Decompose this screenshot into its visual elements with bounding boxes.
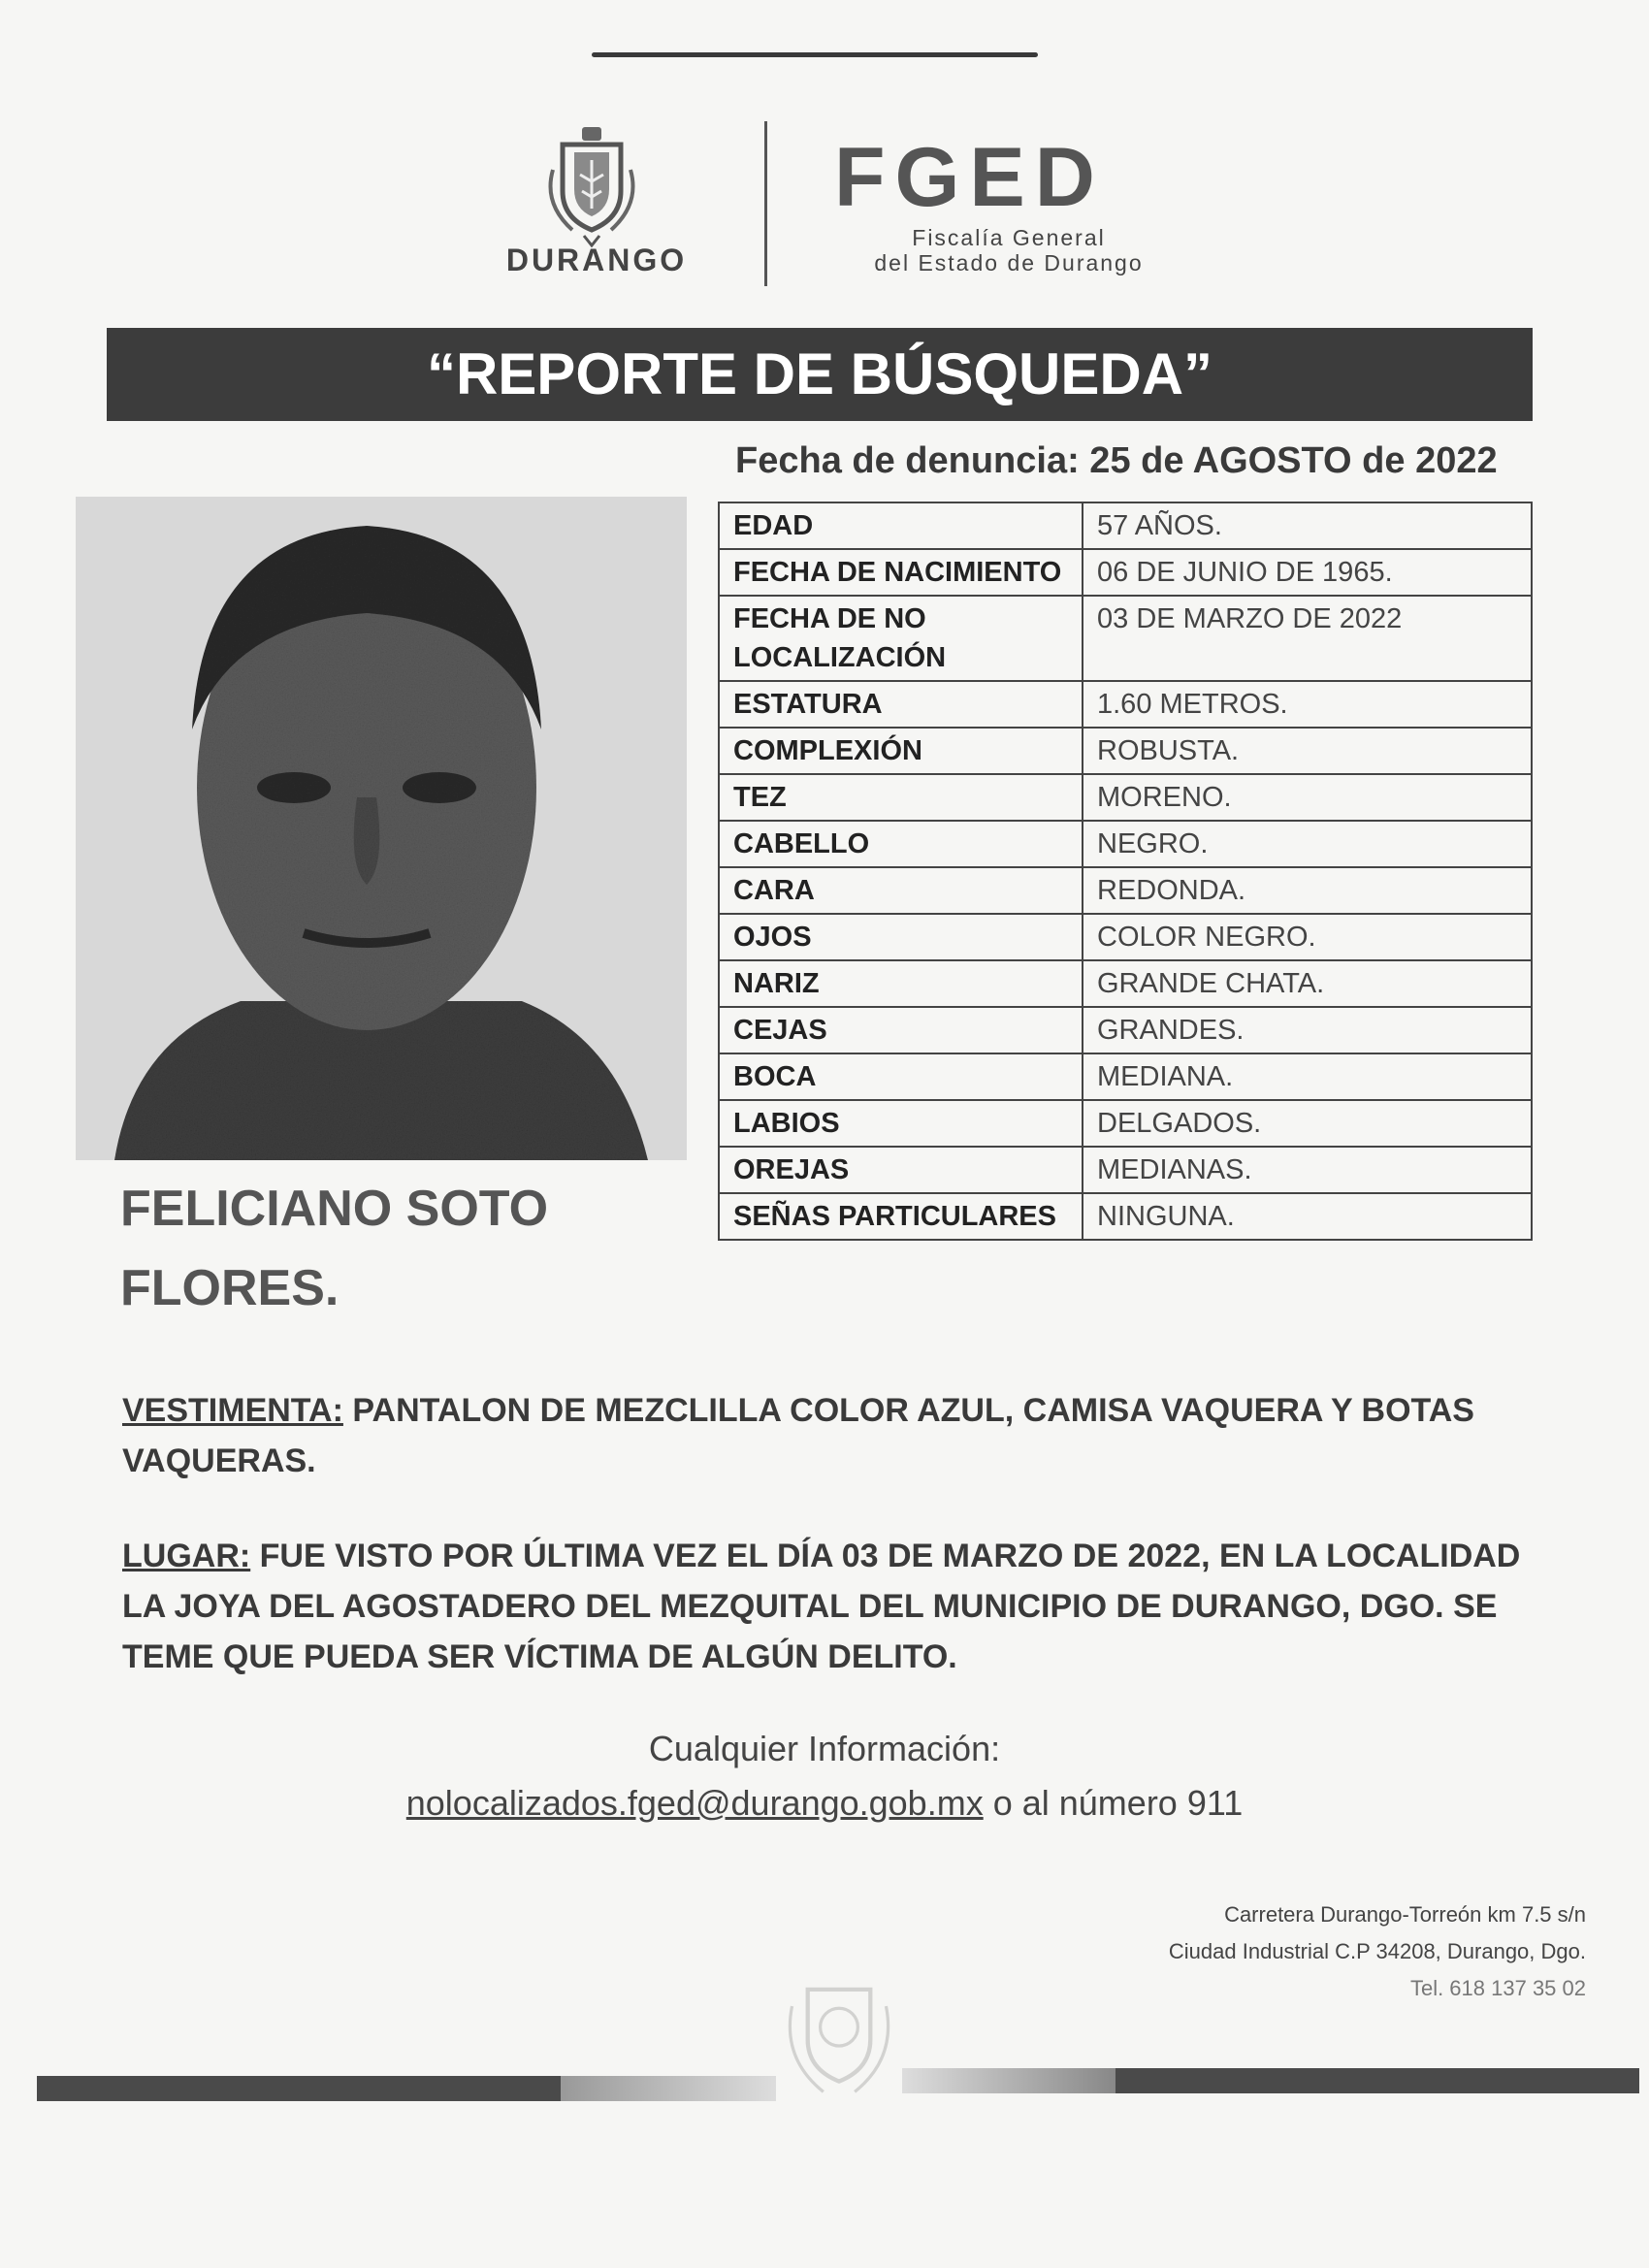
table-row: [719, 1100, 1532, 1147]
report-banner: “REPORTE DE BÚSQUEDA”: [107, 328, 1533, 421]
table-row: [719, 1147, 1532, 1193]
address-line1: Carretera Durango-Torreón km 7.5 s/n: [1224, 1902, 1586, 1927]
person-name-line2: FLORES.: [120, 1260, 340, 1316]
table-row: [719, 681, 1532, 728]
detail-value: REDONDA.: [1083, 867, 1532, 914]
table-row: [719, 502, 1532, 549]
detail-label: COMPLEXIÓN: [719, 728, 1083, 774]
footer-bar-right: [1116, 2068, 1639, 2093]
footer-bar-left-fade: [561, 2076, 776, 2101]
office-address: [1018, 1896, 1586, 2007]
table-row: [719, 1007, 1532, 1053]
detail-label: BOCA: [719, 1053, 1083, 1100]
watermark-crest-icon: [776, 1964, 902, 2100]
table-row: [719, 1053, 1532, 1100]
lugar-section: [122, 1531, 1548, 1682]
detail-value: ROBUSTA.: [1083, 728, 1532, 774]
lugar-text: FUE VISTO POR ÚLTIMA VEZ EL DÍA 03 DE MARZO DE 2022, EN LA LOCALIDAD LA JOYA DEL AGOSTADERO DEL MEZQUITAL DEL MUNICIPIO DE DURANGO, DGO. SE TEME QUE PUEDA SER VÍCTIMA DE ALGÚN DELITO.: [122, 1538, 1521, 1675]
detail-value: MEDIANA.: [1083, 1053, 1532, 1100]
address-phone: Tel. 618 137 35 02: [1409, 1976, 1586, 2000]
complaint-date: Fecha de denuncia: 25 de AGOSTO de 2022: [735, 440, 1498, 481]
detail-label: EDAD: [719, 502, 1083, 549]
detail-label: OREJAS: [719, 1147, 1083, 1193]
detail-label: CARA: [719, 867, 1083, 914]
detail-value: MEDIANAS.: [1083, 1147, 1532, 1193]
vestimenta-section: [122, 1385, 1548, 1486]
detail-value: 06 DE JUNIO DE 1965.: [1083, 549, 1532, 596]
table-row: [719, 774, 1532, 821]
person-name-line1: FELICIANO SOTO: [120, 1181, 549, 1237]
description-table: [718, 502, 1533, 1241]
contact-heading: Cualquier Información:: [648, 1729, 1001, 1768]
detail-value: DELGADOS.: [1083, 1100, 1532, 1147]
detail-value: MORENO.: [1083, 774, 1532, 821]
durango-crest-icon: [534, 121, 650, 247]
detail-label: FECHA DE NO LOCALIZACIÓN: [719, 596, 1083, 681]
fged-subtitle: [834, 225, 1183, 275]
footer-bar-left: [37, 2076, 561, 2101]
detail-value: NINGUNA.: [1083, 1193, 1532, 1240]
detail-label: LABIOS: [719, 1100, 1083, 1147]
table-row: [719, 728, 1532, 774]
detail-label: CABELLO: [719, 821, 1083, 867]
lugar-label: LUGAR:: [122, 1538, 251, 1574]
detail-value: 03 DE MARZO DE 2022: [1083, 596, 1532, 681]
contact-email-link[interactable]: nolocalizados.fged@durango.gob.mx: [405, 1783, 984, 1823]
detail-label: TEZ: [719, 774, 1083, 821]
table-row: [719, 596, 1532, 681]
address-line2: Ciudad Industrial C.P 34208, Durango, Dgo.: [1168, 1939, 1586, 1963]
detail-value: 57 AÑOS.: [1083, 502, 1532, 549]
fged-logo-title: FGED: [834, 131, 1105, 224]
contact-phone: o al número 911: [992, 1783, 1244, 1823]
header-divider: [764, 121, 767, 286]
table-row: [719, 1193, 1532, 1240]
vestimenta-text: PANTALON DE MEZCLILLA COLOR AZUL, CAMISA VAQUERA Y BOTAS VAQUERAS.: [122, 1392, 1474, 1479]
person-name: [120, 1169, 702, 1328]
table-row: [719, 549, 1532, 596]
table-row: [719, 914, 1532, 960]
table-row: [719, 821, 1532, 867]
table-row: [719, 960, 1532, 1007]
detail-value: GRANDE CHATA.: [1083, 960, 1532, 1007]
missing-person-photo: [76, 497, 687, 1160]
detail-label: FECHA DE NACIMIENTO: [719, 549, 1083, 596]
contact-info: [291, 1722, 1358, 1831]
detail-label: ESTATURA: [719, 681, 1083, 728]
detail-value: GRANDES.: [1083, 1007, 1532, 1053]
detail-value: 1.60 METROS.: [1083, 681, 1532, 728]
detail-label: SEÑAS PARTICULARES: [719, 1193, 1083, 1240]
table-row: [719, 867, 1532, 914]
detail-value: NEGRO.: [1083, 821, 1532, 867]
vestimenta-label: VESTIMENTA:: [122, 1392, 343, 1429]
durango-label: DURANGO: [505, 243, 688, 277]
fged-subtitle-line1: Fiscalía General: [912, 225, 1106, 250]
footer-bar-right-fade: [902, 2068, 1116, 2093]
fged-subtitle-line2: del Estado de Durango: [874, 250, 1144, 275]
detail-label: NARIZ: [719, 960, 1083, 1007]
detail-label: OJOS: [719, 914, 1083, 960]
detail-label: CEJAS: [719, 1007, 1083, 1053]
detail-value: COLOR NEGRO.: [1083, 914, 1532, 960]
top-rule: [592, 52, 1038, 57]
